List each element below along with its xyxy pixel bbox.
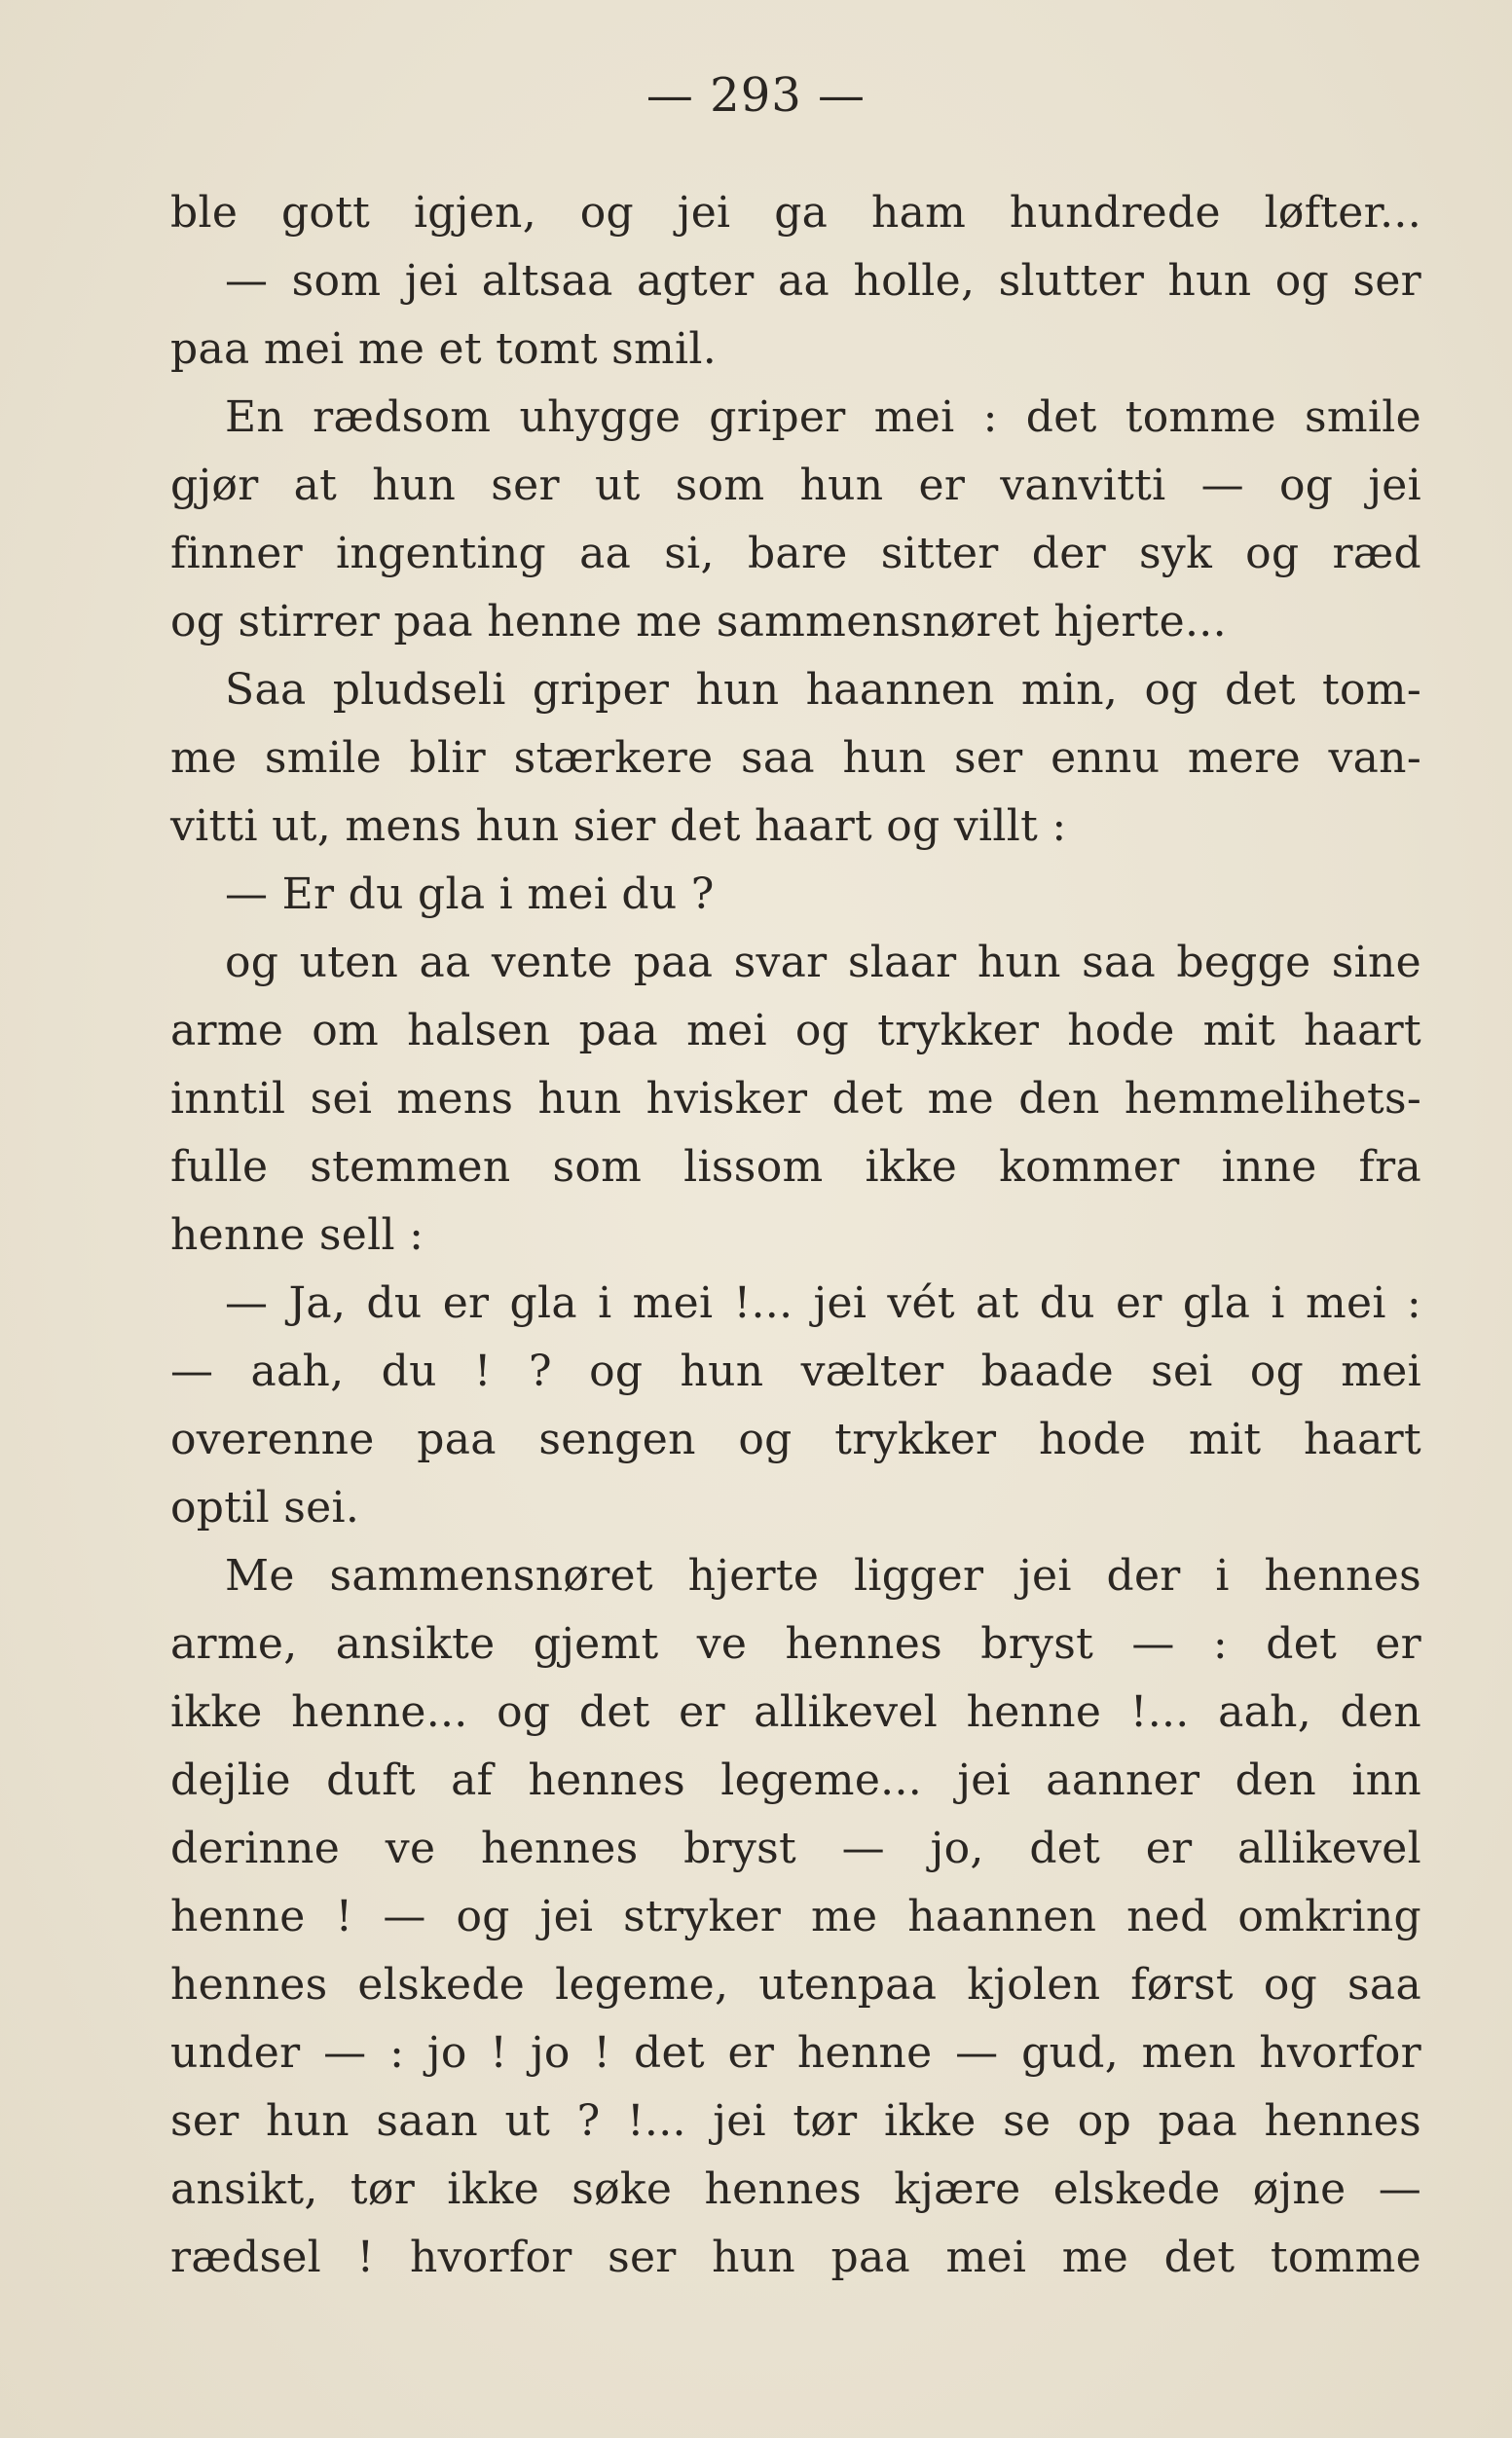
text-line: paa mei me et tomt smil. [170, 324, 718, 374]
text-line: rædsel ! hvorfor ser hun paa mei me det tomme [170, 2233, 1421, 2282]
text-line: ikke henne... og det er allikevel henne !... aah, den [170, 1687, 1421, 1737]
text-line: dejlie duft af hennes legeme... jei aanner den inn [170, 1755, 1421, 1805]
text-line: En rædsom uhygge griper mei : det tomme smile [225, 392, 1421, 442]
text-line: vitti ut, mens hun sier det haart og villt : [170, 801, 1067, 851]
body-text [170, 179, 1421, 2292]
text-line: — aah, du ! ? og hun vælter baade sei og mei [170, 1347, 1421, 1396]
text-line: — Ja, du er gla i mei !... jei vét at du er gla i mei : [225, 1278, 1421, 1328]
text-line: overenne paa sengen og trykker hode mit haart [170, 1415, 1421, 1464]
text-line: og stirrer paa henne me sammensnøret hjerte... [170, 597, 1227, 646]
text-line: — som jei altsaa agter aa holle, slutter hun og ser [225, 256, 1421, 306]
text-line: fulle stemmen som lissom ikke kommer inne fra [170, 1142, 1421, 1192]
text-line: gjør at hun ser ut som hun er vanvitti — og jei [170, 461, 1421, 510]
page-number: — 293 — [645, 68, 867, 123]
text-line: me smile blir stærkere saa hun ser ennu mere van- [170, 733, 1421, 783]
text-line: Me sammensnøret hjerte ligger jei der i hennes [225, 1551, 1421, 1601]
text-line: ansikt, tør ikke søke hennes kjære elskede øjne — [170, 2164, 1421, 2214]
text-line: hennes elskede legeme, utenpaa kjolen først og saa [170, 1960, 1421, 2010]
text-line: og uten aa vente paa svar slaar hun saa begge sine [225, 938, 1421, 987]
text-line: ble gott igjen, og jei ga ham hundrede løfter... [170, 188, 1421, 238]
text-line: henne ! — og jei stryker me haannen ned omkring [170, 1892, 1421, 1941]
text-line: ser hun saan ut ? !... jei tør ikke se op paa hennes [170, 2096, 1421, 2146]
text-line: arme, ansikte gjemt ve hennes bryst — : det er [170, 1619, 1421, 1669]
text-line: inntil sei mens hun hvisker det me den hemmelihets- [170, 1074, 1421, 1124]
text-line: — Er du gla i mei du ? [225, 869, 715, 919]
text-line: under — : jo ! jo ! det er henne — gud, men hvorfor [170, 2028, 1421, 2078]
text-line: finner ingenting aa si, bare sitter der syk og ræd [170, 529, 1421, 578]
text-line: arme om halsen paa mei og trykker hode mit haart [170, 1006, 1421, 1055]
text-line: optil sei. [170, 1483, 360, 1533]
text-line: derinne ve hennes bryst — jo, det er allikevel [170, 1824, 1421, 1873]
text-line: henne sell : [170, 1210, 424, 1260]
text-line: Saa pludseli griper hun haannen min, og det tom- [225, 665, 1421, 715]
